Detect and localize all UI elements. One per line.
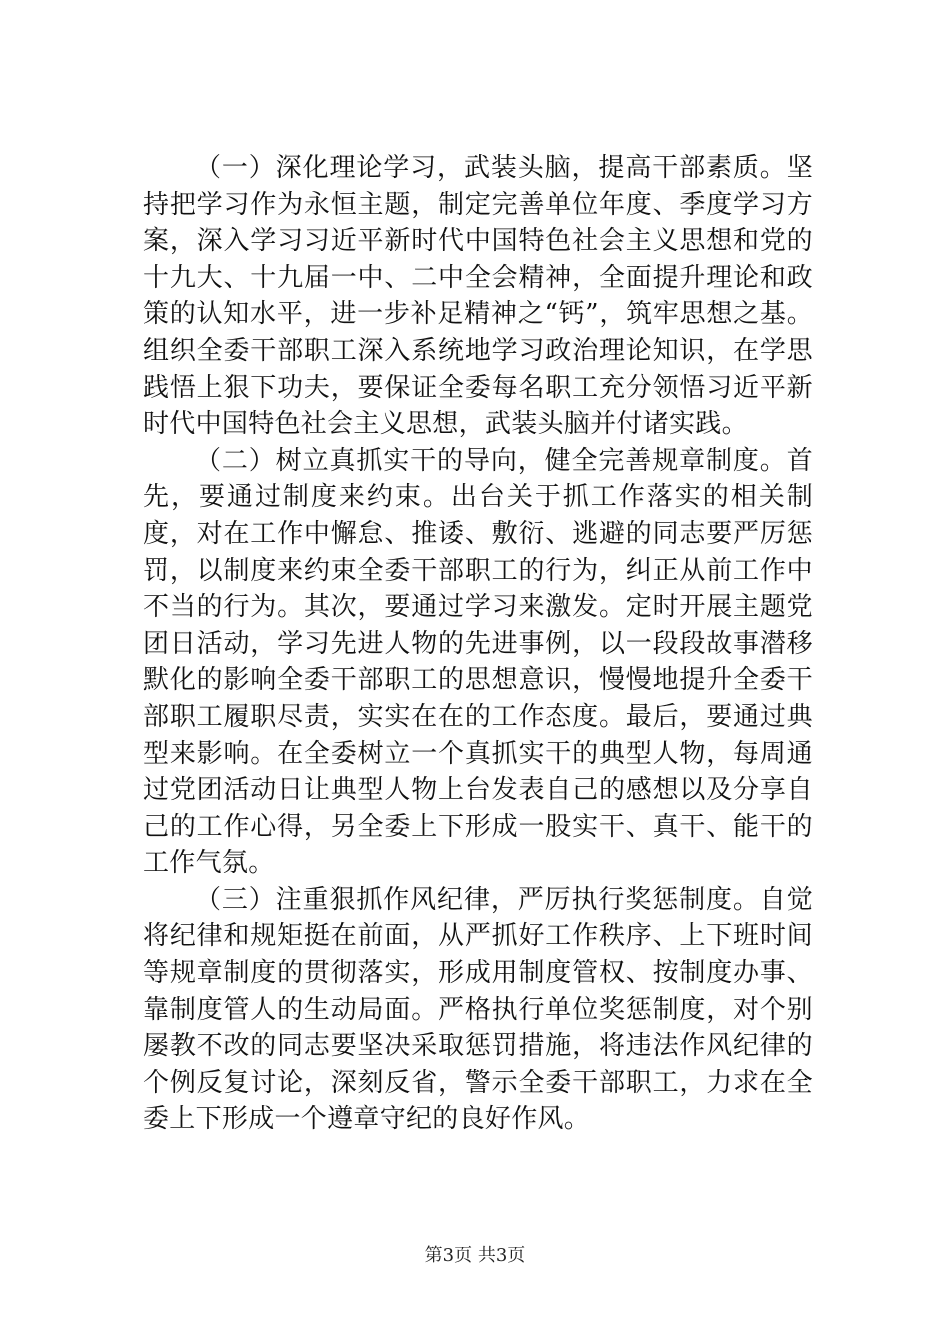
paragraph-1: （一）深化理论学习，武装头脑，提高干部素质。坚持把学习作为永恒主题，制定完善单位年度、季度学习方案，深入学习习近平新时代中国特色社会主义思想和党的十九大、十九届一中、二中全会精神，全面提升理论和政策的认知水平，进一步补足精神之“钙”，筑牢思想之基。组织全委干部职工深入系统地学习政治理论知识，在学思践悟上狠下功夫，要保证全委每名职工充分领悟习近平新时代中国特色社会主义思想，武装头脑并付诸实践。: [143, 153, 813, 440]
paragraph-2: （二）树立真抓实干的导向，健全完善规章制度。首先，要通过制度来约束。出台关于抓工作落实的相关制度，对在工作中懈怠、推诿、敷衍、逃避的同志要严厉惩罚，以制度来约束全委干部职工的行为，纠正从前工作中不当的行为。其次，要通过学习来激发。定时开展主题党团日活动，学习先进人物的先进事例，以一段段故事潜移默化的影响全委干部职工的思想意识，慢慢地提升全委干部职工履职尽责，实实在在的工作态度。最后，要通过典型来影响。在全委树立一个真抓实干的典型人物，每周通过党团活动日让典型人物上台发表自己的感想以及分享自己的工作心得，另全委上下形成一股实干、真干、能干的工作气氛。: [143, 445, 813, 879]
document-body: [143, 150, 813, 1138]
page-number-label: 第3页 共3页: [424, 1245, 526, 1266]
paragraph-3: （三）注重狠抓作风纪律，严厉执行奖惩制度。自觉将纪律和规矩挺在前面，从严抓好工作秩序、上下班时间等规章制度的贯彻落实，形成用制度管权、按制度办事、靠制度管人的生动局面。严格执行单位奖惩制度，对个别屡教不改的同志要坚决采取惩罚措施，将违法作风纪律的个例反复讨论，深刻反省，警示全委干部职工，力求在全委上下形成一个遵章守纪的良好作风。: [143, 884, 813, 1135]
page-footer: [0, 1244, 950, 1268]
